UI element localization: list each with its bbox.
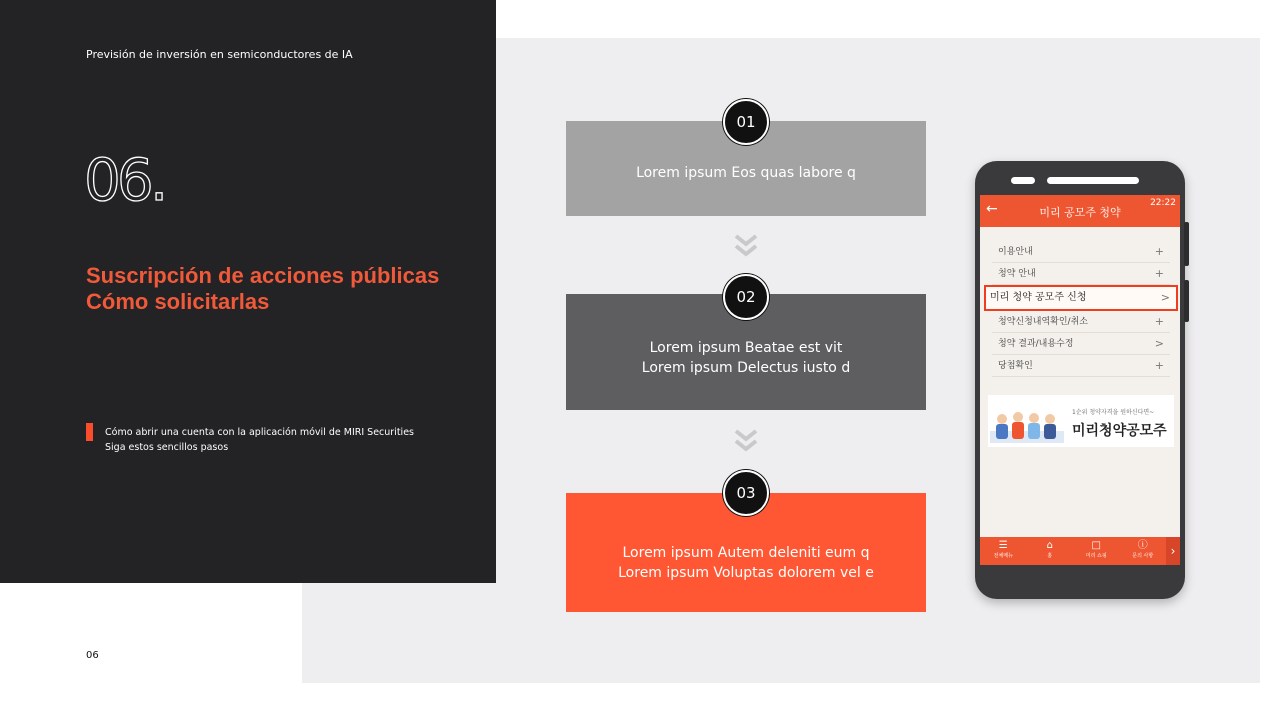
phone-camera	[1011, 177, 1035, 184]
menu-item-subscription-guide[interactable]	[992, 263, 1170, 285]
step-1-badge: 01	[723, 99, 769, 145]
back-arrow-icon[interactable]: ←	[986, 201, 998, 217]
tab-label: 홈	[1047, 553, 1053, 559]
section-title-line1: Suscripción de acciones públicas	[86, 263, 440, 288]
description-line2: Siga estos sencillos pasos	[105, 442, 229, 453]
chevron-down-icon	[733, 233, 759, 259]
tab-label: 문의 사항	[1132, 553, 1154, 559]
phone-side-button	[1184, 280, 1189, 322]
plus-icon: +	[1154, 267, 1164, 280]
menu-item-subscription-result[interactable]	[992, 333, 1170, 355]
phone-side-button	[1184, 222, 1189, 266]
chevron-down-icon	[733, 428, 759, 454]
section-title	[86, 263, 439, 315]
chevron-right-icon: >	[1160, 291, 1170, 304]
presentation-subtitle: Previsión de inversión en semiconductores de IA	[86, 48, 353, 61]
plus-icon: +	[1154, 245, 1164, 258]
plus-icon: +	[1154, 359, 1164, 372]
tab-all-menu[interactable]	[980, 537, 1027, 565]
home-icon: ⌂	[1046, 540, 1053, 551]
section-number-text: 06	[84, 146, 150, 214]
app-title: 미리 공모주 청약	[1039, 206, 1121, 219]
section-description	[105, 425, 414, 455]
menu-item-subscription-history[interactable]	[992, 311, 1170, 333]
section-number-dot: .	[149, 146, 165, 214]
app-menu	[992, 241, 1170, 377]
tab-inquiry[interactable]	[1120, 537, 1167, 565]
step-3-text-line2: Lorem ipsum Voluptas dolorem vel e	[618, 564, 874, 581]
banner-caption: 1순위 청약자격을 원하신다면~	[1072, 409, 1155, 416]
menu-item-label: 청약 결과/내용수정	[998, 339, 1074, 349]
menu-item-usage-guide[interactable]	[992, 241, 1170, 263]
step-3-badge: 03	[723, 470, 769, 516]
step-3-text-line1: Lorem ipsum Autem deleniti eum q	[622, 544, 870, 561]
accent-bar	[86, 423, 93, 441]
info-icon: ⓘ	[1137, 540, 1148, 551]
hamburger-icon: ☰	[998, 540, 1008, 551]
chevron-right-icon[interactable]: ›	[1166, 537, 1180, 565]
status-time: 22:22	[1150, 198, 1176, 208]
phone-screen	[980, 195, 1180, 565]
menu-item-winning-check[interactable]	[992, 355, 1170, 377]
page-number: 06	[86, 650, 99, 661]
menu-item-label: 이용안내	[998, 247, 1033, 257]
tab-shopping[interactable]	[1073, 537, 1120, 565]
description-line1: Cómo abrir una cuenta con la aplicación móvil de MIRI Securities	[105, 427, 414, 438]
menu-item-label: 미리 청약 공모주 신청	[990, 292, 1087, 303]
step-2-text-line1: Lorem ipsum Beatae est vit	[649, 340, 843, 356]
step-2-text-line2: Lorem ipsum Delectus iusto d	[641, 360, 851, 376]
chevron-right-icon: >	[1154, 337, 1164, 350]
step-1-text-line1: Lorem ipsum Eos quas labore q	[636, 164, 856, 181]
section-number	[84, 148, 164, 212]
app-header	[980, 195, 1180, 227]
banner-title: 미리청약공모주	[1072, 423, 1167, 439]
phone-speaker	[1047, 177, 1139, 184]
tab-home[interactable]	[1027, 537, 1074, 565]
promo-banner[interactable]	[988, 395, 1174, 447]
section-title-line2: Cómo solicitarlas	[86, 289, 270, 314]
people-illustration-icon	[990, 405, 1064, 443]
menu-item-label: 청약신청내역확인/취소	[998, 317, 1088, 327]
bag-icon: □	[1091, 540, 1101, 551]
plus-icon: +	[1154, 315, 1164, 328]
step-2-badge: 02	[723, 274, 769, 320]
tab-label: 전체메뉴	[993, 553, 1013, 559]
menu-item-label: 청약 안내	[998, 269, 1036, 279]
menu-item-subscription-apply[interactable]	[984, 285, 1178, 311]
menu-item-label: 당첨확인	[998, 361, 1033, 371]
app-tab-bar	[980, 537, 1180, 565]
tab-label: 미리 쇼핑	[1085, 553, 1107, 559]
